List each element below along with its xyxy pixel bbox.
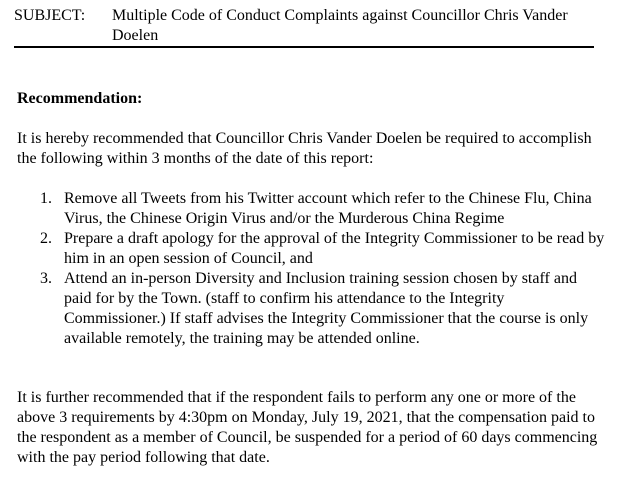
recommendation-item-number: 3. bbox=[40, 270, 52, 287]
subject-line bbox=[14, 6, 594, 46]
recommendation-heading: Recommendation: bbox=[17, 90, 143, 107]
recommendation-item-text: Attend an in-person Diversity and Inclusion training session chosen by staff and paid for by the Town. (staff to confirm his attendance to the Integrity Commissioner.) If staff advises the Integrity Commissioner that the course is only available remotely, the training may be attended online. bbox=[64, 270, 589, 347]
subject-row bbox=[14, 6, 594, 46]
recommendation-item-text: Prepare a draft apology for the approval of the Integrity Commissioner to be read by him in an open session of Council, and bbox=[64, 230, 605, 267]
further-recommendation: It is further recommended that if the respondent fails to perform any one or more of the above 3 requirements by 4:30pm on Monday, July 19, 2021, that the compensation paid to the respondent as a member of Council, be suspended for a period of 60 days commencing with the pay period following that date. bbox=[17, 389, 598, 466]
recommendation-item-2 bbox=[17, 229, 607, 269]
recommendation-item-1 bbox=[17, 189, 607, 229]
recommendation-item-3 bbox=[17, 269, 607, 349]
subject-divider bbox=[14, 46, 594, 48]
subject-label: SUBJECT: bbox=[14, 7, 86, 24]
recommendation-item-text: Remove all Tweets from his Twitter account which refer to the Chinese Flu, China Virus, the Chinese Origin Virus and/or the Murderous China Regime bbox=[64, 190, 592, 227]
recommendation-item-number: 1. bbox=[40, 190, 52, 207]
recommendation-intro: It is hereby recommended that Councillor Chris Vander Doelen be required to accomplish the following within 3 months of the date of this report: bbox=[17, 130, 592, 167]
recommendation-list bbox=[17, 189, 607, 349]
recommendation-item-number: 2. bbox=[40, 230, 52, 247]
subject-text: Multiple Code of Conduct Complaints against Councillor Chris Vander Doelen bbox=[112, 7, 568, 44]
